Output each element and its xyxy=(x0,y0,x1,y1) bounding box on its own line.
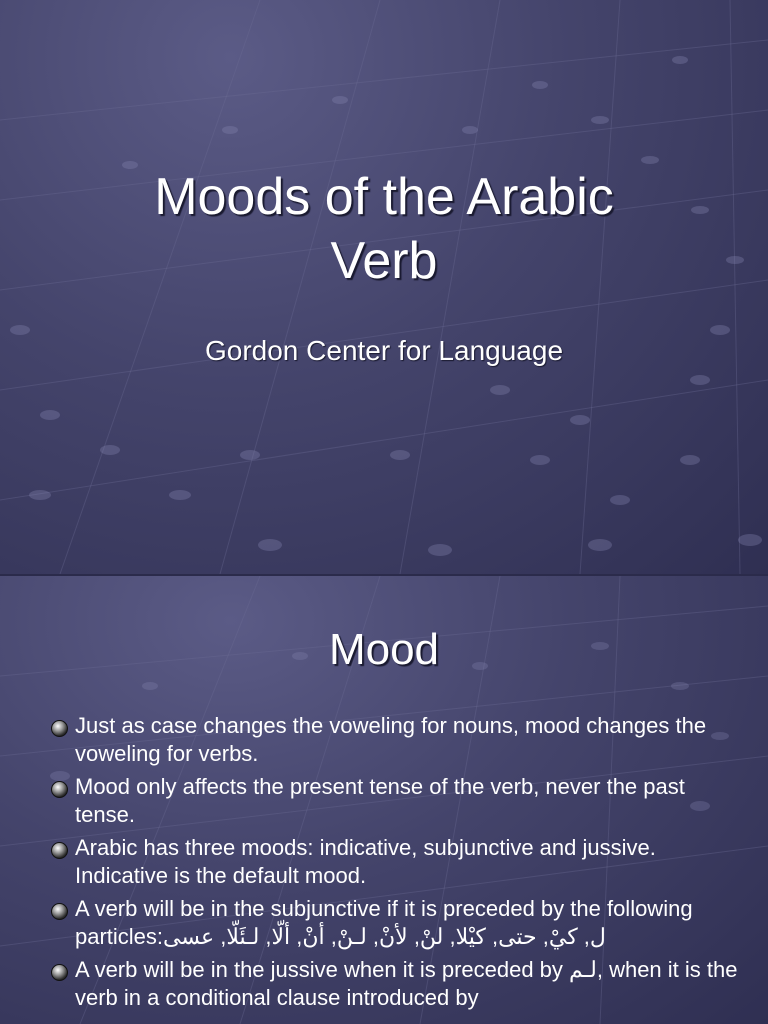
title-line-1: Moods of the Arabic xyxy=(154,168,614,226)
sphere-bullet-icon xyxy=(50,963,69,982)
bullet-text: Arabic has three moods: indicative, subjunctive and jussive. Indicative is the default mood. xyxy=(75,835,656,888)
slide-title xyxy=(0,165,768,293)
title-line-2: Verb xyxy=(330,232,438,290)
bullet-item xyxy=(50,956,750,1012)
bullet-text: Mood only affects the present tense of the verb, never the past tense. xyxy=(75,774,685,827)
bullet-item xyxy=(50,712,750,768)
bullet-list xyxy=(50,712,750,1017)
sphere-bullet-icon xyxy=(50,719,69,738)
bullet-text: A verb will be in the subjunctive if it is preceded by the following particles: xyxy=(75,896,693,949)
bullet-item xyxy=(50,895,750,951)
bullet-item xyxy=(50,834,750,890)
bullet-text-continued: , when it is the verb in a conditional clause introduced by xyxy=(75,957,738,1010)
bullet-text: Just as case changes the voweling for nouns, mood changes the voweling for verbs. xyxy=(75,713,707,766)
bullet-item xyxy=(50,773,750,829)
sphere-bullet-icon xyxy=(50,841,69,860)
sphere-bullet-icon xyxy=(50,902,69,921)
slide-title: Mood xyxy=(328,625,440,674)
bullet-text: A verb will be in the jussive when it is preceded by xyxy=(75,957,563,982)
slide-subtitle: Gordon Center for Language xyxy=(204,335,564,366)
content-slide xyxy=(0,576,768,1024)
arabic-particles: ل, كيْ, حتى, كيْلا, لنْ, لأنْ, لـنْ, أنْ, ألّا, لـئَلّا, عسى xyxy=(163,924,606,949)
sphere-bullet-icon xyxy=(50,780,69,799)
arabic-particle: لـم xyxy=(569,957,597,982)
